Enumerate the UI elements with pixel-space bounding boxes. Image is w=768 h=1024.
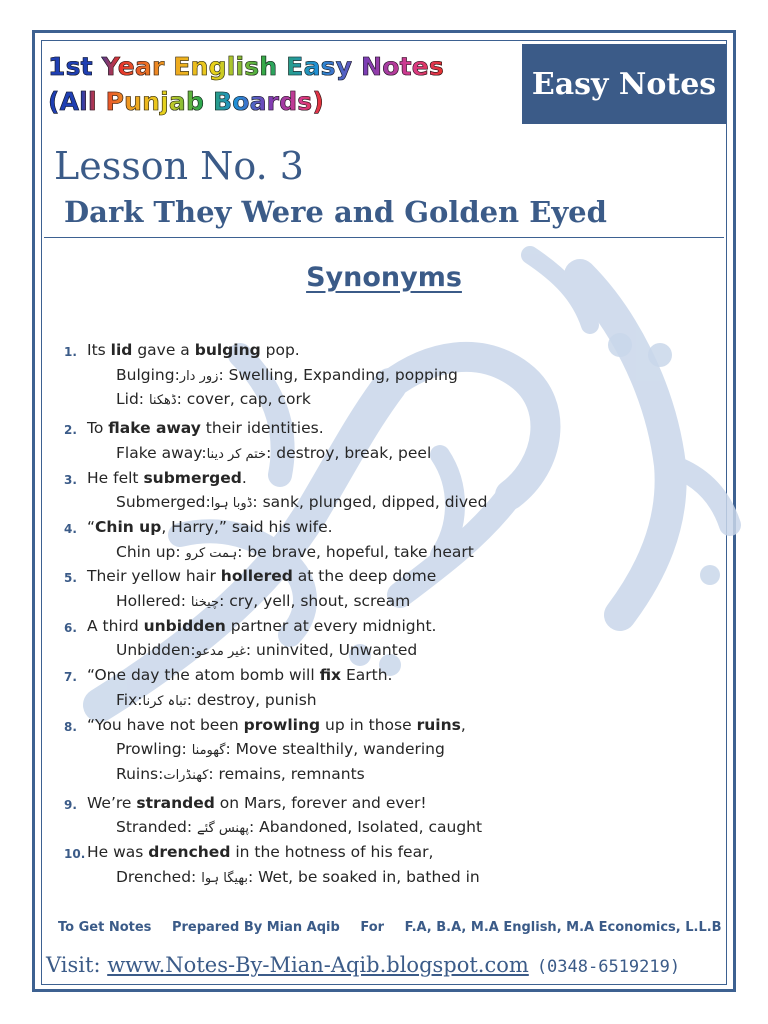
urdu-meaning: ڈوبا ہوا xyxy=(210,496,253,512)
sentence-text: their identities. xyxy=(200,419,324,438)
footer-prepared-by: Prepared By Mian Aqib xyxy=(171,920,340,935)
item-number: 1. xyxy=(64,345,77,359)
meaning xyxy=(116,542,474,564)
item-number: 6. xyxy=(64,620,77,635)
sentence xyxy=(87,715,466,735)
synonym-list: : cover, cap, cork xyxy=(176,390,311,409)
meaning-word: Lid: xyxy=(116,390,149,409)
footer-visit xyxy=(46,951,680,981)
section-title-synonyms: Synonyms xyxy=(306,262,462,293)
sentence xyxy=(87,665,392,685)
key-word: hollered xyxy=(220,567,293,586)
meaning-word: Stranded: xyxy=(116,818,197,837)
sentence-text: , xyxy=(460,715,466,734)
brand-line-1: 1st Year English Easy Notes xyxy=(48,52,445,81)
lesson-title: Lesson No. 3 xyxy=(54,144,304,188)
meaning xyxy=(116,817,482,839)
sentence-text: “You have not been xyxy=(87,715,244,734)
meaning xyxy=(116,764,365,786)
item-number: 7. xyxy=(64,670,77,685)
sentence-text: To xyxy=(87,419,109,438)
key-word: Chin up xyxy=(95,517,162,536)
meaning xyxy=(116,739,445,761)
footer-phone: (0348-6519219) xyxy=(536,957,681,977)
item-number: 10. xyxy=(64,847,86,861)
meaning-word: Prowling: xyxy=(116,740,192,759)
meaning-word: Bulging: xyxy=(116,365,180,384)
footer-credits xyxy=(58,919,738,937)
urdu-meaning: ڈھکنا xyxy=(148,393,177,409)
sentence-text: “One day the atom bomb will xyxy=(87,666,320,685)
sentence-text: in the hotness of his fear, xyxy=(230,843,434,861)
sentence xyxy=(87,418,324,438)
brand-line-2: (All Punjab Boards) xyxy=(48,87,325,116)
urdu-meaning: بھیگا ہوا xyxy=(201,870,248,886)
meaning-word: Unbidden: xyxy=(116,641,196,660)
sentence-text: Their yellow hair xyxy=(87,567,221,586)
footer-blog-link[interactable]: www.Notes-By-Mian-Aqib.blogspot.com xyxy=(107,953,529,977)
item-number: 5. xyxy=(64,571,77,586)
sentence-text: gave a xyxy=(132,341,195,359)
sentence xyxy=(87,793,427,813)
synonym-list: : destroy, break, peel xyxy=(266,443,432,462)
item-number: 4. xyxy=(64,521,77,536)
synonym-list: : sank, plunged, dipped, dived xyxy=(252,493,488,512)
item-number: 8. xyxy=(64,719,77,734)
key-word: lid xyxy=(110,341,133,359)
meaning xyxy=(116,867,480,889)
sentence-text: on Mars, forever and ever! xyxy=(214,793,427,812)
meaning-word: Fix: xyxy=(116,690,143,709)
sentence-text: , Harry,” said his wife. xyxy=(161,517,333,536)
meaning xyxy=(116,591,410,613)
urdu-meaning: کھنڈرات xyxy=(163,767,209,783)
footer-visit-label: Visit: xyxy=(46,953,108,977)
sentence-text: partner at every midnight. xyxy=(225,616,437,635)
sentence-text: at the deep dome xyxy=(292,567,437,586)
sentence xyxy=(87,842,433,862)
sentence xyxy=(87,517,333,537)
item-number: 9. xyxy=(64,797,77,812)
meaning xyxy=(116,389,311,411)
meaning xyxy=(116,640,417,662)
lesson-subtitle: Dark They Were and Golden Eyed xyxy=(64,195,607,229)
footer-get-notes: To Get Notes xyxy=(58,920,152,935)
key-word: ruins xyxy=(416,715,461,734)
key-word: stranded xyxy=(136,793,215,812)
sentence-text: pop. xyxy=(260,341,300,359)
urdu-meaning: زور دار xyxy=(179,368,219,384)
synonym-list: : remains, remnants xyxy=(208,764,365,783)
key-word: unbidden xyxy=(143,616,226,635)
synonym-list: : destroy, punish xyxy=(186,690,317,709)
urdu-meaning: ہمت کرو xyxy=(185,545,238,561)
synonym-list: : cry, yell, shout, scream xyxy=(219,592,411,610)
key-word: submerged xyxy=(143,468,242,487)
sentence-text: A third xyxy=(87,616,144,635)
item-number: 2. xyxy=(64,423,77,438)
footer-for: For xyxy=(360,920,385,935)
brand-box: Easy Notes xyxy=(522,44,726,124)
sentence-text: Earth. xyxy=(341,666,393,685)
sentence-text: . xyxy=(241,468,247,487)
synonym-list: : Swelling, Expanding, popping xyxy=(218,365,458,384)
key-word: bulging xyxy=(194,341,261,359)
meaning-word: Submerged: xyxy=(116,493,211,512)
synonym-list: : Move stealthily, wandering xyxy=(225,740,445,759)
synonym-list: : uninvited, Unwanted xyxy=(245,641,418,660)
synonym-list: : Wet, be soaked in, bathed in xyxy=(247,867,480,886)
sentence-text: He was xyxy=(87,843,149,861)
meaning-word: Ruins: xyxy=(116,764,164,783)
urdu-meaning: چیخنا xyxy=(190,595,220,610)
synonym-list: : Abandoned, Isolated, caught xyxy=(248,818,483,837)
key-word: flake away xyxy=(108,419,201,438)
sentence-text: up in those xyxy=(320,715,417,734)
footer-courses: F.A, B.A, M.A English, M.A Economics, L.L.B xyxy=(404,920,722,935)
synonym-list: : be brave, hopeful, take heart xyxy=(237,542,474,561)
key-word: fix xyxy=(319,666,342,685)
key-word: prowling xyxy=(243,715,321,734)
meaning-word: Flake away: xyxy=(116,443,207,462)
meaning-word: Chin up: xyxy=(116,542,186,561)
meaning xyxy=(116,492,487,514)
meaning xyxy=(116,443,431,465)
meaning-word: Drenched: xyxy=(116,867,202,886)
sentence-text: He felt xyxy=(87,468,144,487)
sentence xyxy=(87,468,247,488)
sentence xyxy=(87,340,300,360)
key-word: drenched xyxy=(148,843,231,861)
sentence-text: We’re xyxy=(87,793,137,812)
sentence-text: “ xyxy=(87,517,96,536)
urdu-meaning: گھومنا xyxy=(191,743,226,759)
sentence-text: Its xyxy=(87,341,111,359)
sentence xyxy=(87,566,436,586)
meaning-word: Hollered: xyxy=(116,592,191,610)
urdu-meaning: پھنس گئے xyxy=(196,821,249,837)
meaning xyxy=(116,365,458,387)
meaning xyxy=(116,690,317,712)
sentence xyxy=(87,616,436,636)
urdu-meaning: غیر مدعو xyxy=(195,644,246,660)
urdu-meaning: تباہ کرنا xyxy=(142,693,187,709)
item-number: 3. xyxy=(64,472,77,487)
urdu-meaning: ختم کر دینا xyxy=(206,446,267,462)
